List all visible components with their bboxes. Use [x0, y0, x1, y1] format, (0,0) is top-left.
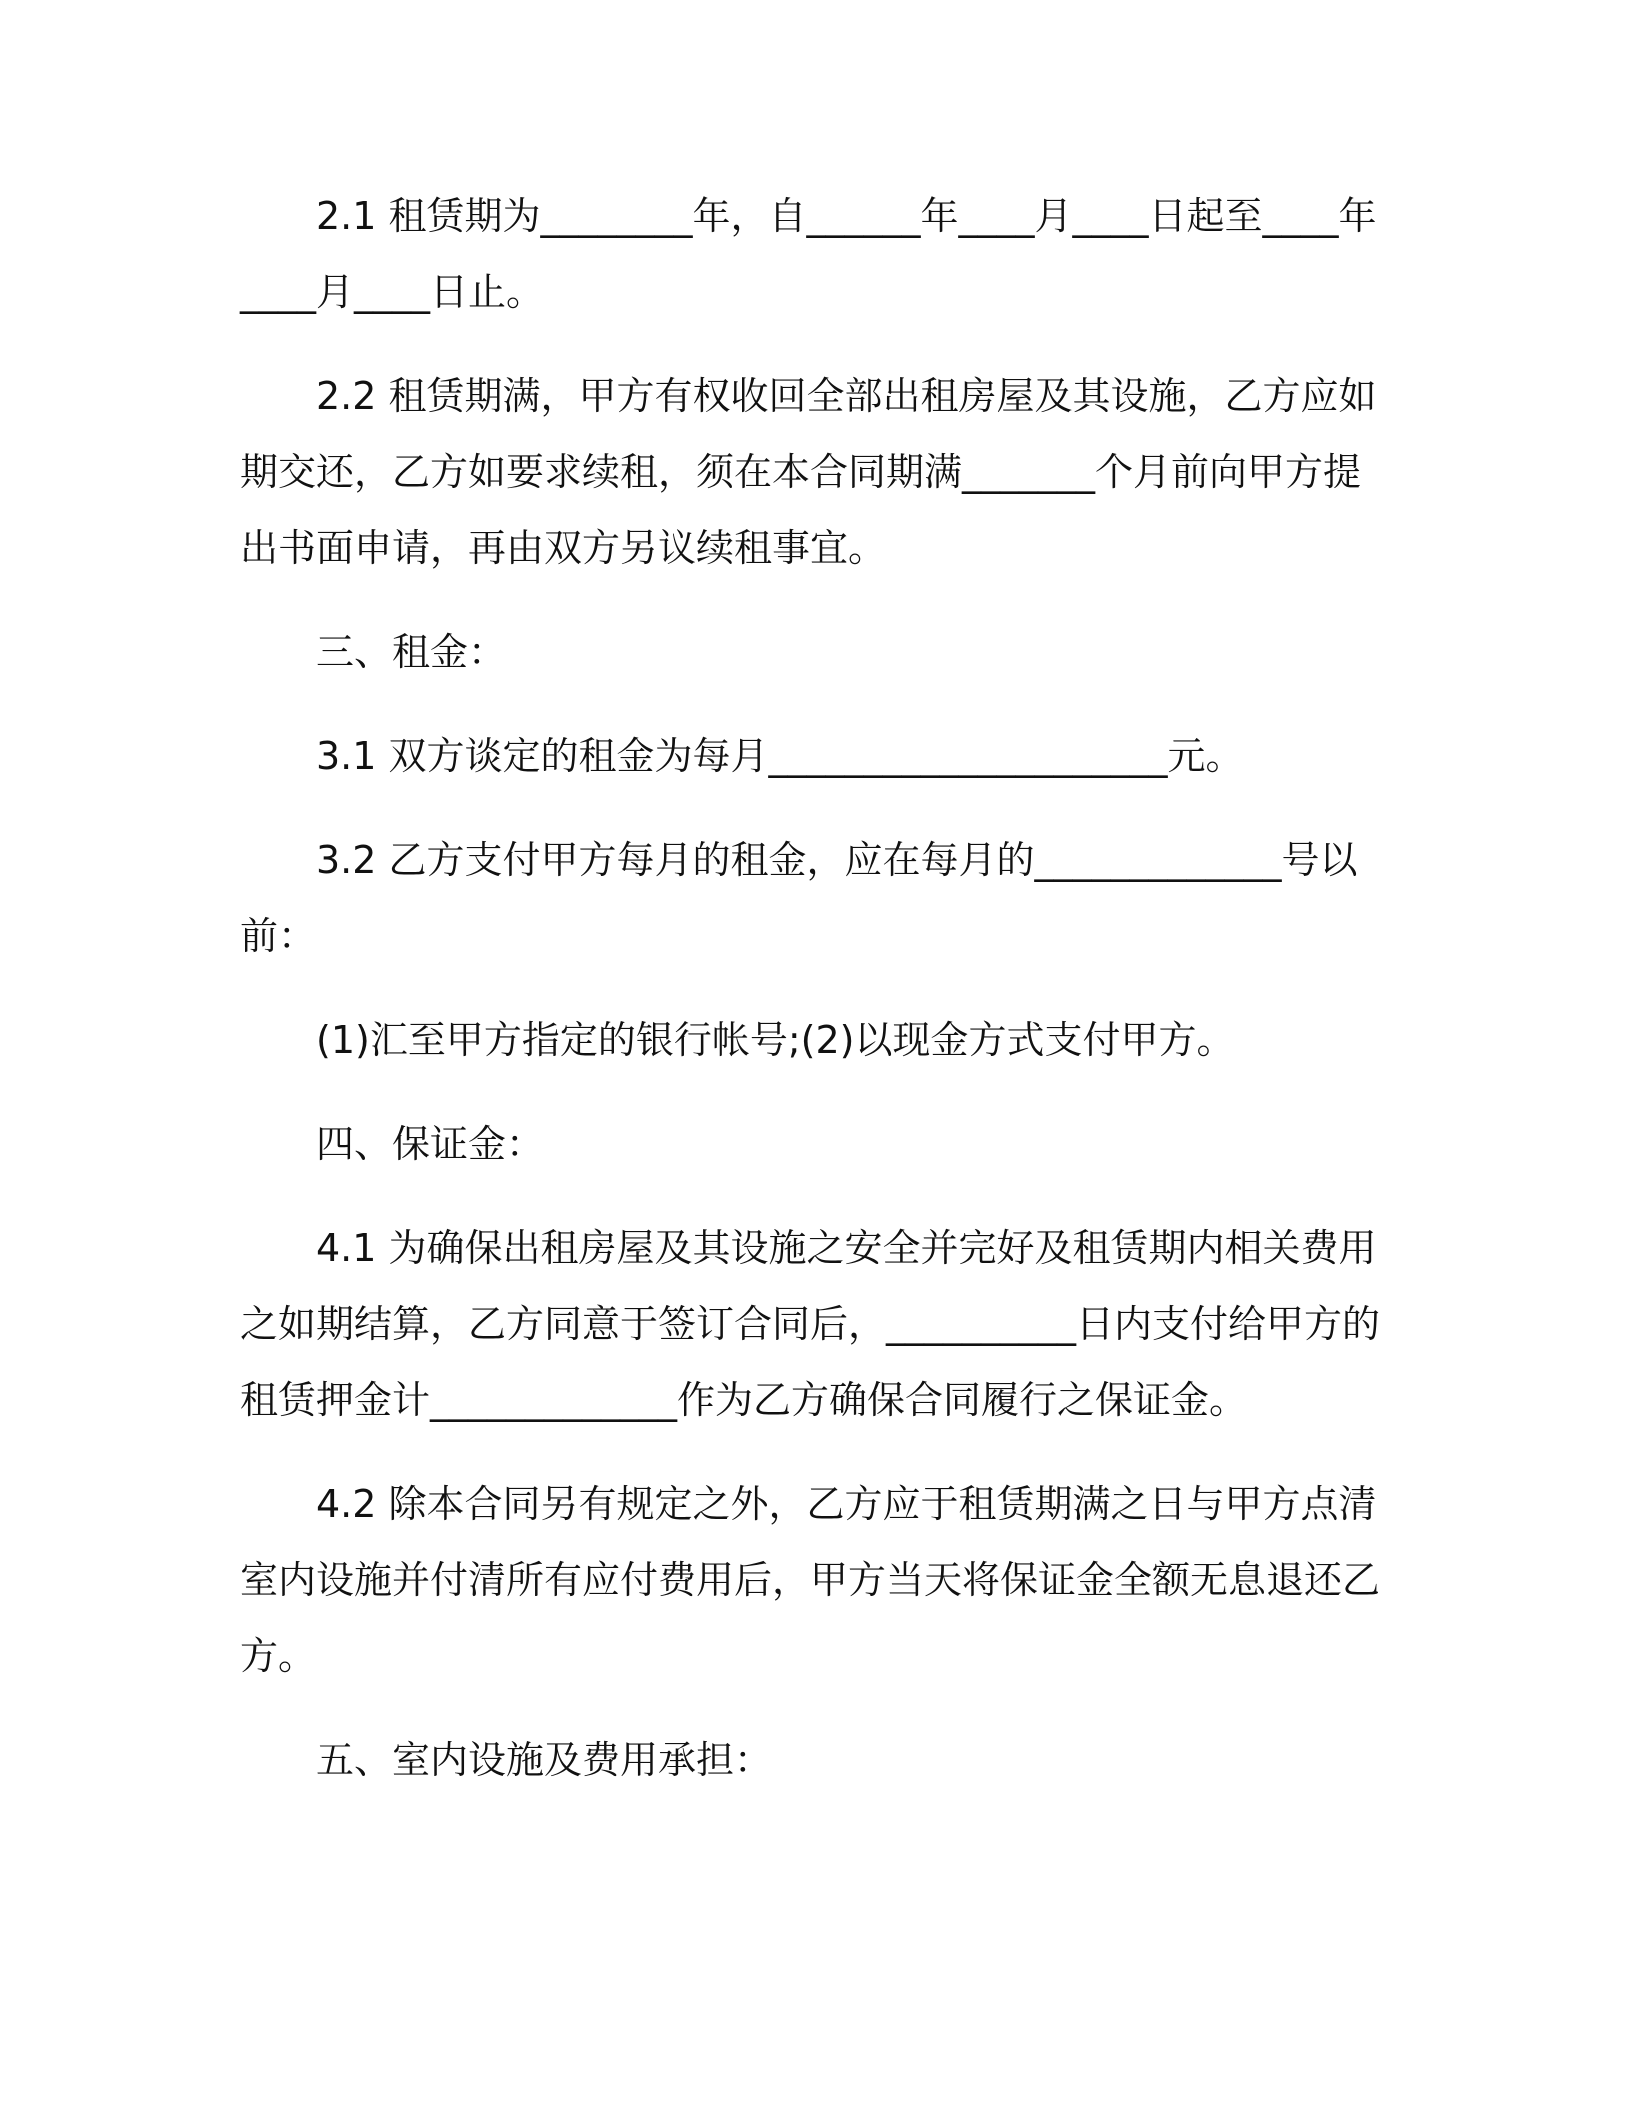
clause-2-1: 2.1 租赁期为________年，自______年____月____日起至____年____月____日止。: [240, 194, 1377, 314]
payment-methods: (1)汇至甲方指定的银行帐号;(2)以现金方式支付甲方。: [316, 1018, 1235, 1062]
section-heading-rent: 三、租金：: [316, 630, 507, 674]
clause-3-2: 3.2 乙方支付甲方每月的租金，应在每月的_____________号以前：: [240, 838, 1358, 958]
section-heading-facilities: 五、室内设施及费用承担：: [316, 1738, 773, 1782]
section-heading-deposit: 四、保证金：: [316, 1122, 545, 1166]
clause-2-2: 2.2 租赁期满，甲方有权收回全部出租房屋及其设施，乙方应如期交还，乙方如要求续租，须在本合同期满_______个月前向甲方提出书面申请，再由双方另议续租事宜。: [240, 374, 1377, 570]
document-body: [240, 178, 1380, 1826]
clause-4-1: 4.1 为确保出租房屋及其设施之安全并完好及租赁期内相关费用之如期结算，乙方同意于签订合同后，__________日内支付给甲方的租赁押金计_____________作为乙方确保合同履行之保证金。: [240, 1226, 1381, 1422]
clause-3-1: 3.1 双方谈定的租金为每月_____________________元。: [316, 734, 1244, 778]
clause-4-2: 4.2 除本合同另有规定之外，乙方应于租赁期满之日与甲方点清室内设施并付清所有应付费用后，甲方当天将保证金全额无息退还乙方。: [240, 1482, 1381, 1678]
